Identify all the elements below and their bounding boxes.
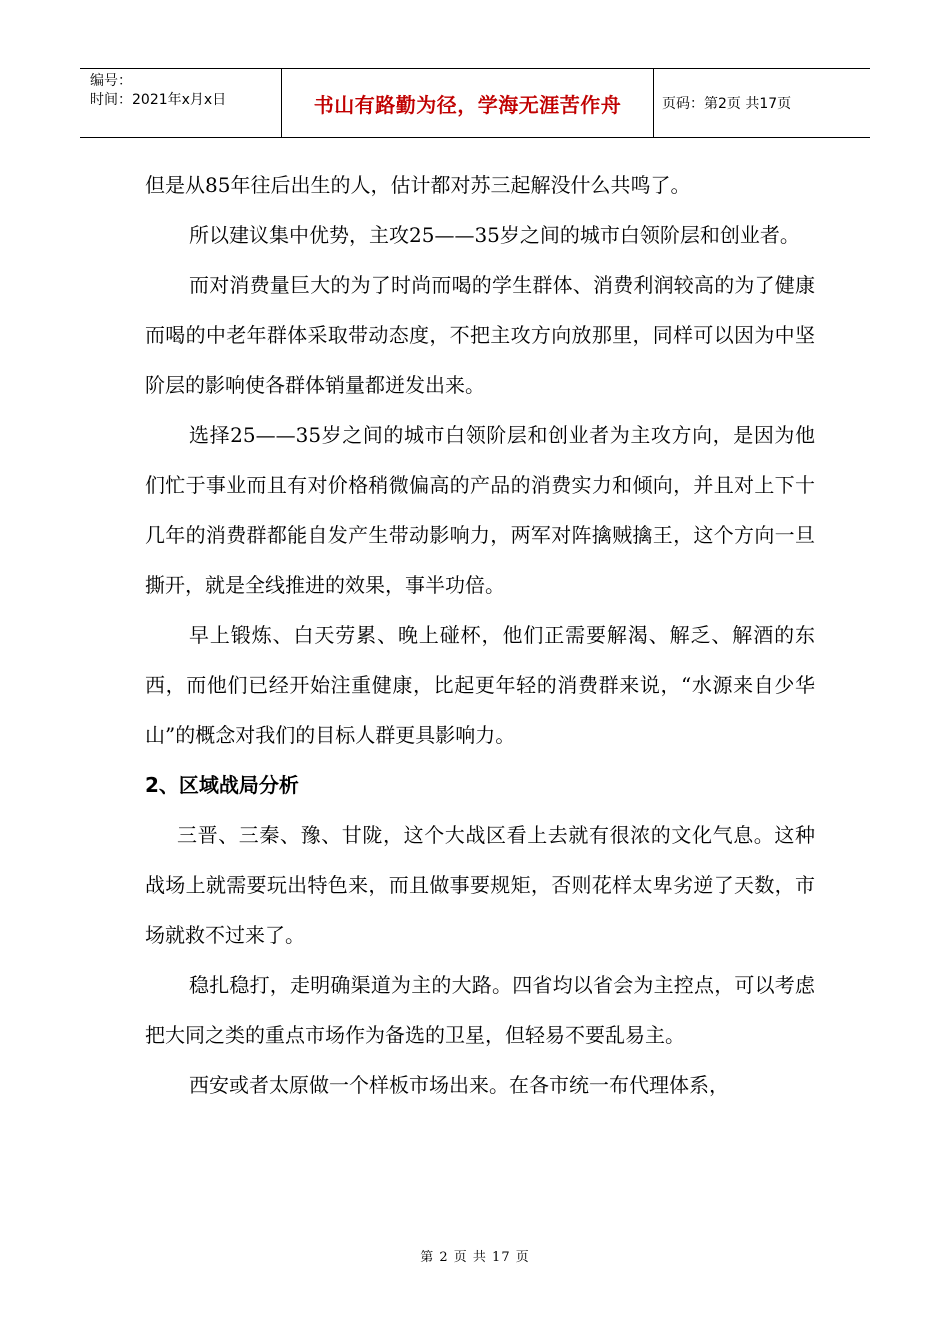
body-paragraph: 而对消费量巨大的为了时尚而喝的学生群体、消费利润较高的为了健康而喝的中老年群体采取带动态度，不把主攻方向放那里，同样可以因为中坚阶层的影响使各群体销量都迸发出来。 [145,273,815,397]
body-paragraph: 早上锻炼、白天劳累、晚上碰杯，他们正需要解渴、解乏、解酒的东西，而他们已经开始注重健康，比起更年轻的消费群来说，“水源来自少华山”的概念对我们的目标人群更具影响力。 [145,623,815,747]
section-heading: 2、区域战局分析 [145,773,299,797]
document-body [145,160,815,1110]
header-meta [80,69,281,137]
section-paragraph: 稳扎稳打，走明确渠道为主的大路。四省均以省会为主控点，可以考虑把大同之类的重点市场作为备选的卫星，但轻易不要乱易主。 [145,973,815,1047]
body-paragraph: 所以建议集中优势，主攻25——35岁之间的城市白领阶层和创业者。 [189,223,800,247]
header-motto-cell [281,69,654,137]
section-paragraph: 西安或者太原做一个样板市场出来。在各市统一布代理体系， [189,1073,729,1097]
body-paragraph: 选择25——35岁之间的城市白领阶层和创业者为主攻方向，是因为他们忙于事业而且有对价格稍微偏高的产品的消费实力和倾向，并且对上下十几年的消费群都能自发产生带动影响力，两军对阵擒贼擒王，这个方向一旦撕开，就是全线推进的效果，事半功倍。 [145,423,815,597]
header-motto: 书山有路勤为径，学海无涯苦作舟 [313,92,622,117]
body-paragraph: 但是从85年往后出生的人，估计都对苏三起解没什么共鸣了。 [145,173,691,197]
document-header [80,68,870,138]
header-page-info: 页码：第2页 共17页 [662,96,792,112]
section-paragraph: 三晋、三秦、豫、甘陇，这个大战区看上去就有很浓的文化气息。这种战场上就需要玩出特色来，而且做事要规矩，否则花样太卑劣逆了天数，市场就救不过来了。 [145,823,815,947]
page-footer: 第 2 页 共 17 页 [420,1250,530,1265]
document-date: 时间：2021年x月x日 [90,92,227,108]
header-page-info-cell [654,69,870,137]
document-number-label: 编号： [90,73,132,89]
